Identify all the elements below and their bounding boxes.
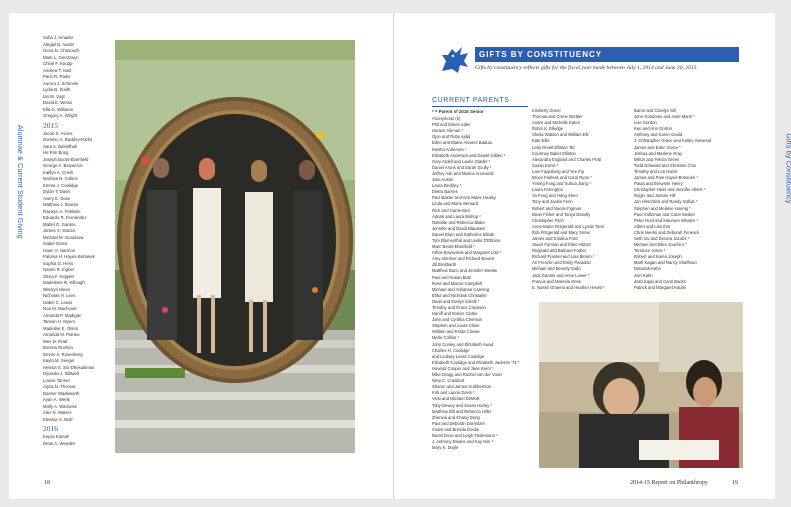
donor-name: Matthew Bunn and Jennifer Weeks [432,268,497,274]
donor-name: Bruce Fairless and Carol Ryan * [532,175,592,181]
donor-name: Francis and Marcela Gess [532,278,581,284]
alumna-name: Tamsin H. Myers [43,319,75,324]
alumna-name: Emma J. Coolidge [43,182,79,188]
alumna-name: Olivia F. Keppler [43,273,75,279]
alumna-name: Isabel C. Lewis [43,299,73,305]
alumna-name: Mabel G. Gantos [43,221,76,227]
alumna-name: Amanda P. Madigan [43,312,82,318]
donor-name: and Lindsay Leard Coolidge [432,353,485,359]
donor-name: Lise Gordon [634,120,657,126]
donor-name: Lars Fagerberg and Yee Fip [532,168,584,174]
alumna-name: Brenna Rushon [43,345,73,350]
donor-name: John Goodnow and June Monk * [634,114,695,120]
donor-name: Julia Austin [432,177,454,183]
donor-name: Joshua and Marlene Gray [634,150,683,156]
donor-name: Merle Collins * [432,335,459,341]
donor-name: Seth Izu and Devora Jacobs * [634,235,690,241]
donor-name: Chris Iwerks and Deborah Fenwick [634,229,699,235]
donor-name: Adrian and Laura Bishop * [432,213,481,219]
alumna-name: Sara A. Bekelthuk [43,143,78,149]
donor-name: Mark Kagan and Nancy Shaffman [634,260,697,266]
donor-name: Vicki and Michael DeMott [432,396,480,402]
right-page-number: 19 [732,480,738,486]
alumna-name: Madeline E. Olson [43,325,79,331]
donor-name: John and Cynthia Clemson [432,317,483,323]
alumna-name: Molly A. Warnicke [43,403,77,409]
donor-name: Zhenxia and Chang Dong [432,414,480,420]
alumna-name: Jacob S. Avons [43,130,73,136]
alumna-name: Kayla M. Seegel [43,358,75,363]
donor-name: J. Anthony Downs and Kay Kim * [432,439,494,445]
alumna-name: Diyanda J. Stillwell [43,371,79,376]
donor-name: Neta C. Crawford [432,378,465,384]
donor-name: Haniff and Rosen Clarke [432,311,478,317]
donor-name: Erika and Nicholas Christakis [432,292,487,298]
alumna-name: Abigail B. Austin [43,41,75,47]
donor-list-2 [532,108,630,291]
alumna-name: Raewyn A. Fehlisits [43,208,81,214]
alumna-name: Noa M. Machover [43,306,77,311]
alumna-name: Eduardo R. Fernández [43,215,87,220]
donor-name: Robert and Naomi Figman [532,205,582,211]
donor-name: Michael and Adrianne Canning [432,286,490,292]
donor-name: Stuart Forman and Ellen Hitzrot [532,242,591,248]
donor-name: Andre and Brenda Dostie [432,426,480,432]
alumnae-name-column [43,35,117,447]
donor-name: Gjon and Ruby Ajdal [432,134,471,140]
alumna-name: James S. Garcia [43,228,75,233]
alumna-name: Alyza N. Thomas [43,384,76,389]
donor-name: Christopher Hess and Jennifer Albert * [634,187,706,193]
donor-name: Terrance Jones * [634,248,666,254]
donor-name: Keisha Anderson * [432,146,467,152]
alumna-name: Dasher Wadsworth [43,390,80,396]
alumna-name: Ella G. Williams [43,106,74,112]
alumna-name: Kaitlyn A. Crierli [43,169,74,175]
donor-name: Elizabeth Anderson and Daniel Gilden * [432,152,506,158]
alumna-name: Eleanor A. Wolf [43,416,73,422]
left-page-side-label: Alumnae & Current Student Giving [16,125,23,239]
right-page [394,13,791,499]
donor-name: Dean and Evelyn Cirielli * [432,298,480,304]
section-subtitle: Gifts by constituency reflects gifts for the fiscal year made between July 1, 2014 and June 30, 2015. [475,65,698,71]
alumna-name: Gregory A. Wright [43,113,78,118]
alumna-name: Dominic A. Backley-Parks [43,137,93,142]
donor-column-3 [634,108,734,291]
donor-name: Dietra Barnes [432,189,458,195]
donor-name: Laura Beckley * [432,183,462,189]
alumna-name: Joseph Boots-Ebenfield [43,156,89,162]
donor-name: Anonymous (6) [432,116,461,122]
donor-name: Howard Cooper and Jane Karol * [432,365,494,371]
alumna-name: Louise Tanner [43,377,70,383]
donor-name: Jill Breitbarth [432,262,457,268]
alumna-name: Paris R. Parks [43,74,71,79]
donor-name: Horace Aikman * [432,128,464,134]
alumna-name: Avery E. Dove [43,195,71,201]
donor-name: Paul and Deborah Dormitzer [432,420,486,426]
alumna-name: Wes D. Pratt [43,338,68,344]
donor-name: Athos Bousvaros and Margaret Lotz * [432,250,502,256]
students-studying-photo [539,302,743,468]
class-year-heading-2016: 2016 [43,424,58,433]
donor-name: Timothy and Grace Clackson [432,305,486,310]
alumna-name: Dean A. Weeden [43,440,76,446]
gryphon-logo-icon [438,43,472,77]
donor-name: Rich and Carrie Bird [432,207,470,213]
donor-name: Daniel Arons and Sarah Scully * [432,164,492,170]
donor-name: Rob Fitzgerald and Mary Snow [532,229,590,235]
left-page-number: 18 [44,480,50,486]
alumna-name: Madeleine R. Killough [43,280,85,285]
donor-name: Robert and Karen Joseph [634,254,682,260]
alumna-name: Andrew T. Katt [43,67,71,73]
donor-name: Christopher Fitch [532,217,564,223]
donor-name: Jon Hirschtick and Randy Gollub * [634,199,698,205]
alumna-name: Aurora J. Schmele [43,80,79,86]
donor-name: Milton and Felicia Green [634,156,680,162]
donor-name: Stephen and Melanie Hoenig * [634,205,691,211]
donor-name: Michael and Ellen Joachim * [634,242,687,248]
alumna-name: He Rim Bong [43,150,69,155]
donor-name: Patrick and Margaret Käufer [634,284,687,290]
donor-name: Ari Frenzen and Emily Paradiso [532,260,591,266]
alumna-name: Sofia J. Amador [43,35,74,40]
donor-column-1 [432,96,528,451]
alumna-name: Winslyn Kleen [43,286,71,292]
donor-name: Toby Dewey and Susan Horley * [432,402,493,408]
pre-2015-name-list [43,35,117,120]
donor-name: Stephen and Laura Close [432,323,480,329]
alumna-name: David E. Weiss [43,100,73,105]
donor-name: James and Pam Hayes-Bohanek * [634,175,699,181]
donor-name: Linda and Marie Bernard [432,201,479,207]
alumna-name: Sophia G. Hess [43,260,74,266]
donor-name: Timothy and Lori Harris [634,168,678,174]
donor-name: Kate Ellis [532,138,550,144]
donor-name: Courtney Baker Elliston [532,150,576,156]
donor-name: Sharon and James Cuthbertson [432,384,492,390]
alumna-name: Mark L. Gerstzwyn [43,54,79,60]
donor-name: William and Krista Clouse [432,329,480,335]
alumna-name: Lydia B. Smith [43,87,71,92]
donor-name: David Dove and Leigh Tiedemann * [432,432,498,438]
donor-name: E. Nassir Ghaemi and Heather Hewitt * [532,284,605,290]
donor-name: Tom Blumenthal and Leslie D'Ebbins [432,237,501,243]
donor-name: Josh Kapp and Carol Backs [634,278,686,284]
alumna-name: George A. Bouvieros [43,163,83,168]
donor-name: Peter Hunt and Maureen Whalen * [634,217,699,223]
donor-name: Reginald and Barbara Forber [532,248,587,254]
donor-name: Daniel Blum and Katherine Blinde [432,231,495,237]
donor-name: Yiming Fang and Suhua Jiang * [532,181,591,187]
donor-name: Paula and Brewster Henry [634,181,683,187]
alumna-name: Amanda M. Poirieu [43,332,80,337]
donor-list-3 [634,108,734,291]
alumna-name: Giora N. Chasouch [43,48,80,53]
alumna-name: Morissa N. Collins [43,176,78,181]
donor-name: Robin K. Elledge [532,126,564,132]
alumna-name: Ian M. Vogt [43,93,65,99]
donor-name: Michael and Beverly Gallo [532,266,581,272]
class-2015-name-list [43,131,117,424]
donor-name: Joel Kahn [634,272,653,278]
alumna-name: Helena S. Siu-Dhesultimas [43,364,95,370]
donor-name: Paul Holtzman and Carol Steiber [634,211,695,217]
donor-name: Richard Frankel and Lisa Bloom * [532,254,595,260]
donor-name: James and Eden Grace * [634,144,681,150]
donor-name: Gary Ardell and Laurie Glader * [432,158,491,164]
donor-name: Anthony and Karen Gould [634,132,683,138]
donor-name: Charles H. Coolidge [432,347,470,353]
donor-name: Dean Fisher and Tanya Donelly [532,211,591,217]
donor-name: Ken and Ann Gorton [634,126,672,132]
alumna-name: Isabel Grace [43,241,68,246]
donor-name: Todd Griswold and Christine Chin [634,162,697,168]
heading-rule [432,106,528,107]
donor-list-1 [432,116,528,451]
donor-name: Andre and Michelle Eaton [532,120,580,126]
donor-name: Anne-Marie Fitzgerald and Lynda Tocci [532,223,605,229]
alumna-name: Michael M. Goodnow [43,234,84,240]
donor-name: Amy Abelove and Richard Bowen [432,256,495,262]
right-page-side-label: Gifts by Constituency [784,133,791,204]
donor-name: Nobolite and Rebecca Blake [432,219,485,225]
donor-name: Albert and Lisa Ihm [634,223,671,229]
donor-name: Tony and Jackie Fenn [532,199,573,205]
alumna-name: Isaac H. Harmon [43,247,76,253]
donor-name: Eden and Blaine Alvarez Baduia [432,140,492,146]
donor-name: Ya Feng and Hong Shen [532,193,578,199]
alumna-name: Kepra Kamali [43,434,69,439]
donor-name: Susan Ennis * [532,162,559,168]
donor-name: Jennifer and David Blaustein [432,225,486,231]
donor-name: Alexandra England and Charles Pratt [532,156,602,162]
donor-name: Kimberly Dreier [532,108,561,113]
class-year-heading-2015: 2015 [43,120,58,130]
alumna-name: Nicholas H. Lees [43,293,76,298]
left-page [9,13,394,499]
current-parents-heading: CURRENT PARENTS [432,97,510,104]
donor-name: Sheila Watson and William Elk [532,132,589,138]
alumna-name: Chloé F. Knupp [43,61,73,66]
donor-name: Leila Ornell Elliston '80 [532,144,575,150]
donor-name: Thomas and Corrie Drettler [532,114,583,120]
donor-name: Mary K. Doyle [432,445,459,451]
alumna-name: Naomi R. Ingber [43,267,75,272]
alumna-name: Matthew J. Downs [43,202,79,207]
donor-name: Matthew Dill and Rebecca Hiller [432,408,492,414]
donor-name: Elizabeth Coolidge and Elizabeth Jackson '74 * [432,359,520,365]
donor-name: Ross and Marcie Campbell [432,280,483,286]
senior-parent-note: * = Parent of 2015 Senior [432,109,484,114]
report-title-footer: 2014-15 Report on Philanthropy [630,480,708,486]
alumna-name: Dylan T. Davis [43,189,71,194]
donor-name: Jeffrey Ash and Marica Aronowitz [432,170,494,176]
donor-name: Deborah Kahn [634,266,662,272]
donor-name: Paul Baxter and Ann Marie Healey [432,195,497,201]
section-title: GIFTS BY CONSTITUENCY [475,47,739,62]
donor-name: Jack Gantos and Anne Lower * [532,272,590,278]
alumna-name: Ayan A. Werik [43,397,70,402]
donor-name: J. Christopher Grace and Kelley Harwood [634,138,712,144]
donor-name: Baron and Carolyn Gill [634,108,677,113]
alumna-name: Paloma H. Hayes-Bohanek [43,254,95,259]
donor-name: Roger and Joanne Hill [634,193,676,199]
graduation-arch-photo [115,40,355,453]
donor-name: Laura Farrington [532,187,563,193]
alumna-name: Alec N. Waters [43,410,72,415]
class-2016-name-list [43,434,117,447]
donor-name: Paul and Susan Butz [432,274,472,280]
donor-name: John Conley and Elizabeth Awad [432,341,494,347]
donor-name: James and Cristina Ford [532,235,578,241]
donor-name: Kirk and Laurie Davis * [432,390,475,396]
donor-name: Phil and Eileen Adler [432,122,471,128]
donor-name: Mike Dragg and Rachel van der Voort [432,372,502,378]
donor-column-2 [532,108,630,291]
alumna-name: Devon A. Rosenberg [43,351,83,357]
donor-name: Marc Boots-Ebenfield * [432,244,475,250]
